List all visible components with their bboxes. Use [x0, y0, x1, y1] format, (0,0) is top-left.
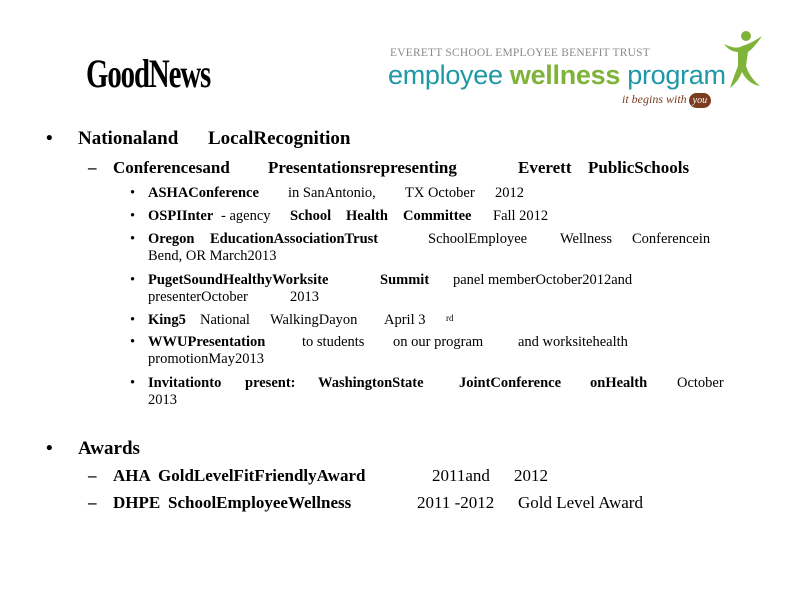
aha-bold2: GoldLevelFitFriendlyAward	[158, 466, 366, 485]
level3-bullet-dot: •	[130, 334, 136, 350]
logo-tagline-text: it begins with	[622, 92, 687, 106]
conferences-word3: Everett	[518, 158, 572, 177]
item-invitation-line2: 2013	[148, 392, 177, 408]
item-invitation-bold: Invitationto	[148, 375, 222, 391]
level3-bullet-dot: •	[130, 375, 136, 391]
item-ospi-bold4: Committee	[403, 208, 472, 224]
item-ospi-bold3: Health	[346, 208, 388, 224]
heading-local-recognition: LocalRecognition	[208, 128, 351, 149]
conferences-word1: Conferencesand	[113, 158, 230, 177]
aha-text: 2011and	[432, 466, 490, 485]
item-invitation-bold3: WashingtonState	[318, 375, 424, 391]
logo-tagline-badge: you	[689, 93, 711, 108]
item-oregon-text2: Wellness	[560, 231, 612, 247]
item-king5-text2: WalkingDayon	[270, 312, 358, 328]
level3-bullet-dot: •	[130, 185, 136, 201]
level3-bullet-dot: •	[130, 231, 136, 247]
item-ospi-bold2: School	[290, 208, 332, 224]
item-invitation-bold5: onHealth	[590, 375, 648, 391]
item-invitation-text: October	[677, 375, 724, 391]
level2-bullet-dash: –	[88, 158, 97, 177]
logo-tagline	[622, 92, 711, 108]
item-ospi-text2: Fall 2012	[493, 208, 549, 224]
logo-word-wellness: wellness	[509, 60, 621, 90]
item-king5-text3: April 3	[384, 312, 426, 328]
item-asha-text3: 2012	[495, 185, 524, 201]
dhpe-bold: DHPE	[113, 493, 161, 512]
dhpe-bold2: SchoolEmployeeWellness	[168, 493, 352, 512]
slide-title: GoodNews	[86, 51, 211, 96]
item-puget-bold2: Summit	[380, 272, 430, 288]
person-figure-icon	[720, 30, 766, 90]
item-puget-line2: presenterOctober	[148, 289, 248, 305]
item-king5-bold: King5	[148, 312, 186, 328]
item-ospi-bold: OSPIInter	[148, 208, 214, 224]
level3-bullet-dot: •	[130, 208, 136, 224]
item-king5-text: National	[200, 312, 250, 328]
conferences-word2: Presentationsrepresenting	[268, 158, 457, 177]
item-wwu-text2: on our program	[393, 334, 484, 350]
item-puget-text: panel memberOctober2012and	[453, 272, 633, 288]
item-oregon-text3: Conferencein	[632, 231, 711, 247]
item-wwu-text3: and worksitehealth	[518, 334, 628, 350]
level3-bullet-dot: •	[130, 272, 136, 288]
heading-national: Nationaland	[78, 128, 179, 149]
item-wwu-text: to students	[302, 334, 365, 350]
item-puget-bold: PugetSoundHealthyWorksite	[148, 272, 329, 288]
dhpe-text: 2011 -2012	[417, 493, 495, 512]
level2-bullet-dash: –	[88, 466, 97, 485]
item-oregon-bold2: EducationAssociationTrust	[210, 231, 379, 247]
dhpe-text2: Gold Level Award	[518, 493, 643, 512]
logo-program-name	[388, 60, 726, 91]
item-asha-text: in SanAntonio,	[288, 185, 376, 201]
item-asha-text2: TX October	[405, 185, 475, 201]
item-wwu-line2: promotionMay2013	[148, 351, 264, 367]
item-oregon-text: SchoolEmployee	[428, 231, 528, 247]
item-wwu-bold: WWUPresentation	[148, 334, 266, 350]
level1-bullet-dot: •	[46, 438, 53, 459]
logo-trust-name: EVERETT SCHOOL EMPLOYEE BENEFIT TRUST	[390, 47, 650, 59]
item-invitation-bold4: JointConference	[459, 375, 562, 391]
conferences-word4: PublicSchools	[588, 158, 690, 177]
heading-awards: Awards	[78, 438, 140, 459]
logo-word-program: program	[620, 60, 726, 90]
item-puget-line2b: 2013	[290, 289, 319, 305]
item-ospi-text: - agency	[221, 208, 271, 224]
item-oregon-bold: Oregon	[148, 231, 195, 247]
level3-bullet-dot: •	[130, 312, 136, 328]
aha-text2: 2012	[514, 466, 548, 485]
logo-word-employee: employee	[388, 60, 510, 90]
aha-bold: AHA	[113, 466, 151, 485]
level2-bullet-dash: –	[88, 493, 97, 512]
level1-bullet-dot: •	[46, 128, 53, 149]
item-asha-bold: ASHAConference	[148, 185, 259, 201]
item-oregon-line2: Bend, OR March2013	[148, 248, 277, 264]
item-invitation-bold2: present:	[245, 375, 296, 391]
wellness-program-logo	[388, 30, 768, 114]
item-king5-sup: rd	[446, 313, 454, 323]
